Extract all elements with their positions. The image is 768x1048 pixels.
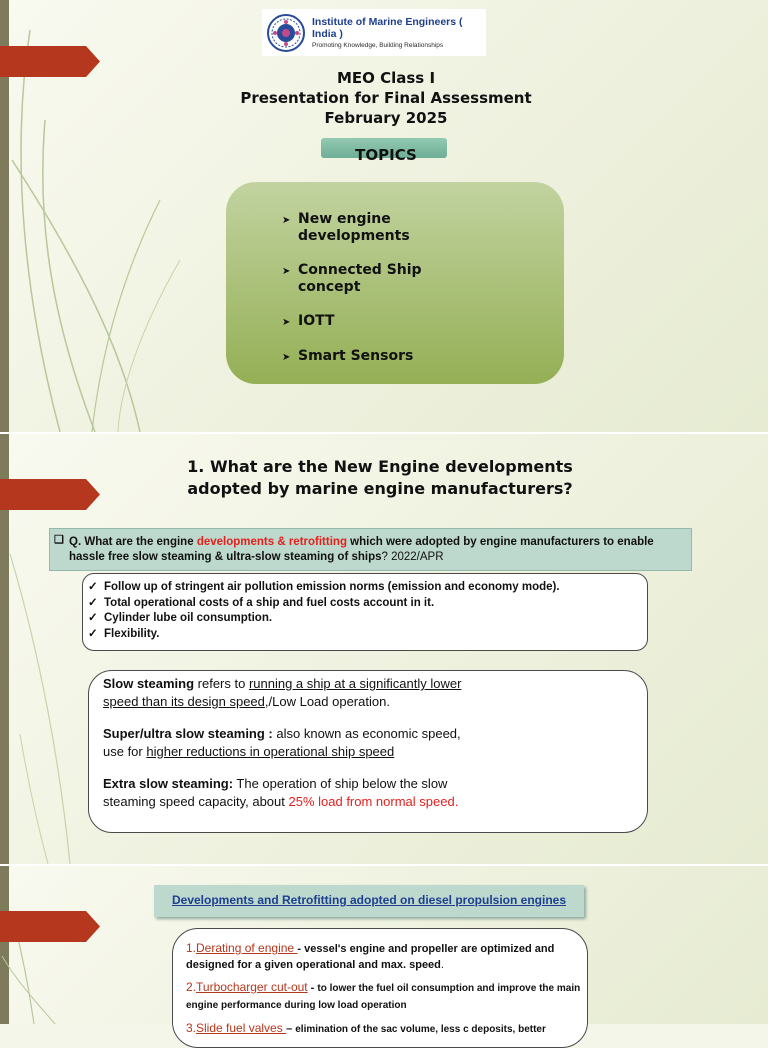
slide-engine-developments	[0, 434, 768, 864]
list-item: ✓ Total operational costs of a ship and fuel costs account in it.	[88, 596, 647, 612]
check-mark-icon: ✓	[88, 627, 98, 640]
section-heading: 1. What are the New Engine developments adopted by marine engine manufacturers?	[187, 457, 573, 498]
presentation-title	[200, 68, 572, 128]
arrow-bullet-icon: ➤	[282, 215, 291, 226]
developments-title-bar: Developments and Retrofitting adopted on diesel propulsion engines	[154, 885, 584, 917]
question-box: ❑ Q. What are the engine developments & retrofitting which were adopted by engine manufacturers to enable hassle free slow steaming & ultra-slow steaming of ships? 2022/APR	[49, 528, 692, 571]
title-line-class: MEO Class I	[336, 69, 436, 87]
arrow-bullet-icon: ➤	[282, 266, 291, 277]
institute-tagline: Promoting Knowledge, Building Relationships	[312, 42, 444, 49]
institute-seal-icon	[266, 13, 306, 53]
list-item: ➤ Connected Ship concept	[282, 262, 422, 295]
topic-list	[282, 211, 462, 383]
list-item: ➤ IOTT	[282, 313, 335, 329]
list-item: ➤ New engine developments	[282, 211, 410, 244]
developments-list-box	[172, 928, 588, 1048]
list-item: 2.Turbocharger cut-out - to lower the fuel oil consumption and improve the main engine performance during low load operation	[186, 980, 581, 1011]
heading-arrow-tab	[0, 479, 100, 510]
list-item: ➤ Smart Sensors	[282, 348, 414, 364]
checkbox-bullet-icon: ❑	[54, 534, 64, 546]
institute-logo	[262, 9, 486, 56]
check-mark-icon: ✓	[88, 581, 98, 593]
list-item: ✓ Cylinder lube oil consumption.	[88, 611, 647, 627]
check-mark-icon: ✓	[88, 596, 98, 609]
title-line-date: February 2025	[324, 109, 448, 127]
definition-slow-steaming: Slow steaming refers to running a ship at a significantly lower speed than its design speed,/Low Load operation.	[103, 676, 462, 709]
institute-name: Institute of Marine Engineers ( India )	[312, 16, 463, 40]
slow-steaming-definitions	[88, 670, 648, 833]
slide-retrofitting	[0, 866, 768, 1035]
definition-ultra-slow-steaming: Super/ultra slow steaming : also known as economic speed, use for higher reductions in operational ship speed	[103, 726, 461, 759]
check-mark-icon: ✓	[88, 612, 98, 624]
list-item: ✓ Flexibility.	[88, 627, 647, 643]
definition-extra-slow-steaming: Extra slow steaming: The operation of ship below the slow steaming speed capacity, about 25% load from normal speed.	[103, 776, 459, 809]
reasons-box	[82, 573, 648, 651]
decorative-curves	[0, 866, 120, 1024]
topics-label: TOPICS	[355, 146, 417, 164]
title-line-presentation: Presentation for Final Assessment	[240, 89, 532, 107]
list-item: 1.Derating of engine - vessel's engine and propeller are optimized and designed for a given operational and max. speed.	[186, 941, 555, 971]
title-arrow-tab	[0, 46, 100, 77]
arrow-bullet-icon: ➤	[282, 352, 291, 363]
arrow-bullet-icon: ➤	[282, 317, 291, 328]
list-item: ✓ Follow up of stringent air pollution emission norms (emission and economy mode).	[88, 580, 647, 596]
list-item: 3.Slide fuel valves – elimination of the sac volume, less c deposits, better	[186, 1021, 546, 1035]
heading-arrow-tab	[0, 911, 100, 942]
slide-topics	[0, 0, 768, 432]
